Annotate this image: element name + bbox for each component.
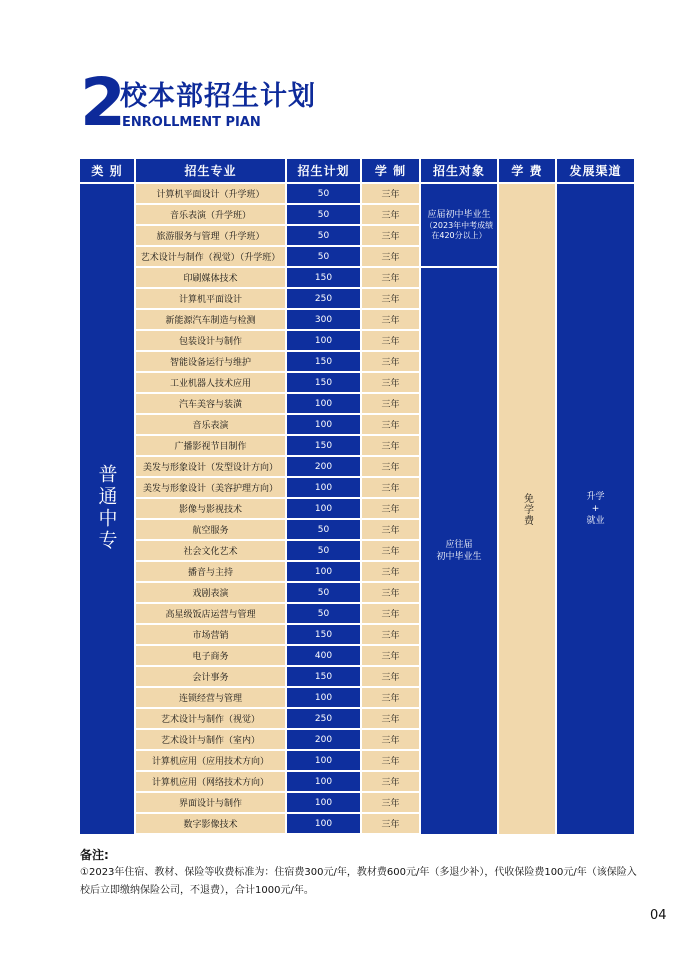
page-number: 04 [650,908,667,923]
duration-cell: 三年 [362,184,419,203]
enrollment-table [80,159,634,834]
table-row [80,688,634,709]
section-number: 2 [80,64,124,141]
major-cell: 戏剧表演 [136,583,285,602]
col-header-tuition: 学 费 [499,159,555,182]
plan-cell: 100 [287,772,360,791]
duration-cell: 三年 [362,205,419,224]
major-cell: 旅游服务与管理（升学班） [136,226,285,245]
major-cell: 艺术设计与制作（室内） [136,730,285,749]
major-cell: 播音与主持 [136,562,285,581]
table-row [80,268,634,289]
target-1-line3: 在420分以上） [431,231,487,240]
major-cell: 影像与影视技术 [136,499,285,518]
major-cell: 智能设备运行与维护 [136,352,285,371]
duration-cell: 三年 [362,499,419,518]
plan-cell: 100 [287,751,360,770]
duration-cell: 三年 [362,289,419,308]
table-row [80,247,634,268]
table-row [80,415,634,436]
table-row [80,352,634,373]
table-row [80,604,634,625]
table-row [80,226,634,247]
notes-text: ①2023年住宿、教材、保险等收费标准为：住宿费300元/年，教材费600元/年（多退少补），代收保险费100元/年（该保险入校后立即缴纳保险公司，不退费），合计1000元/年。 [80,867,637,896]
major-cell: 计算机平面设计（升学班） [136,184,285,203]
plan-cell: 50 [287,583,360,602]
duration-cell: 三年 [362,226,419,245]
duration-cell: 三年 [362,457,419,476]
table-row [80,562,634,583]
plan-cell: 50 [287,226,360,245]
target-1-line1: 应届初中毕业生 [427,210,491,220]
major-cell: 计算机平面设计 [136,289,285,308]
duration-cell: 三年 [362,436,419,455]
col-header-target: 招生对象 [421,159,497,182]
plan-cell: 50 [287,184,360,203]
major-cell: 音乐表演（升学班） [136,205,285,224]
target-2-line2: 初中毕业生 [436,552,482,562]
table-row [80,583,634,604]
tuition-label: 免学费 [521,492,533,526]
major-cell: 连锁经营与管理 [136,688,285,707]
table-row [80,205,634,226]
duration-cell: 三年 [362,688,419,707]
major-cell: 包装设计与制作 [136,331,285,350]
duration-cell: 三年 [362,268,419,287]
table-row [80,478,634,499]
table-row [80,625,634,646]
major-cell: 数字影像技术 [136,814,285,833]
section-title: 校本部招生计划 [120,81,316,112]
plan-cell: 100 [287,499,360,518]
plan-cell: 300 [287,310,360,329]
section-subtitle: ENROLLMENT PIAN [122,115,261,130]
major-cell: 电子商务 [136,646,285,665]
major-cell: 高星级饭店运营与管理 [136,604,285,623]
major-cell: 美发与形象设计（发型设计方向） [136,457,285,476]
major-cell: 社会文化艺术 [136,541,285,560]
plan-cell: 150 [287,625,360,644]
plan-cell: 150 [287,268,360,287]
major-cell: 印刷媒体技术 [136,268,285,287]
development-line1: 升学 [586,492,605,502]
major-cell: 广播影视节目制作 [136,436,285,455]
major-cell: 美发与形象设计（美容护理方向） [136,478,285,497]
plan-cell: 50 [287,604,360,623]
col-header-duration: 学 制 [362,159,419,182]
table-row [80,709,634,730]
table-row [80,184,634,205]
major-cell: 市场营销 [136,625,285,644]
table-row [80,751,634,772]
duration-cell: 三年 [362,646,419,665]
major-cell: 计算机应用（网络技术方向） [136,772,285,791]
plan-cell: 150 [287,373,360,392]
plan-cell: 150 [287,436,360,455]
table-row [80,373,634,394]
duration-cell: 三年 [362,625,419,644]
duration-cell: 三年 [362,751,419,770]
target-1-line2: （2023年中考成绩 [424,221,494,230]
table-row [80,541,634,562]
major-cell: 汽车美容与装潢 [136,394,285,413]
duration-cell: 三年 [362,352,419,371]
duration-cell: 三年 [362,604,419,623]
table-row [80,520,634,541]
table-row [80,646,634,667]
duration-cell: 三年 [362,772,419,791]
plan-cell: 250 [287,289,360,308]
table-row [80,289,634,310]
plan-cell: 50 [287,205,360,224]
plan-cell: 400 [287,646,360,665]
duration-cell: 三年 [362,247,419,266]
duration-cell: 三年 [362,310,419,329]
major-cell: 界面设计与制作 [136,793,285,812]
duration-cell: 三年 [362,478,419,497]
table-row [80,814,634,835]
plan-cell: 150 [287,667,360,686]
plan-cell: 100 [287,331,360,350]
plan-cell: 200 [287,457,360,476]
col-header-plan: 招生计划 [287,159,360,182]
duration-cell: 三年 [362,331,419,350]
category-label: 普通中专 [95,464,118,552]
notes-title: 备注: [80,848,109,862]
major-cell: 艺术设计与制作（视觉） [136,709,285,728]
duration-cell: 三年 [362,730,419,749]
duration-cell: 三年 [362,709,419,728]
development-line2: + [591,504,600,514]
plan-cell: 100 [287,562,360,581]
duration-cell: 三年 [362,415,419,434]
plan-cell: 50 [287,541,360,560]
duration-cell: 三年 [362,814,419,833]
col-header-development: 发展渠道 [557,159,634,182]
table-row [80,772,634,793]
table-row [80,499,634,520]
plan-cell: 100 [287,814,360,833]
major-cell: 计算机应用（应用技术方向） [136,751,285,770]
duration-cell: 三年 [362,394,419,413]
plan-cell: 150 [287,352,360,371]
plan-cell: 100 [287,793,360,812]
plan-cell: 200 [287,730,360,749]
major-cell: 会计事务 [136,667,285,686]
major-cell: 航空服务 [136,520,285,539]
plan-cell: 250 [287,709,360,728]
duration-cell: 三年 [362,520,419,539]
plan-cell: 100 [287,394,360,413]
duration-cell: 三年 [362,667,419,686]
target-2-line1: 应往届 [445,540,473,550]
plan-cell: 100 [287,688,360,707]
table-row [80,667,634,688]
plan-cell: 100 [287,478,360,497]
table-row [80,310,634,331]
plan-cell: 100 [287,415,360,434]
table-row [80,730,634,751]
duration-cell: 三年 [362,583,419,602]
major-cell: 工业机器人技术应用 [136,373,285,392]
duration-cell: 三年 [362,541,419,560]
major-cell: 艺术设计与制作（视觉）（升学班） [136,247,285,266]
plan-cell: 50 [287,520,360,539]
major-cell: 音乐表演 [136,415,285,434]
table-row [80,793,634,814]
table-row [80,436,634,457]
duration-cell: 三年 [362,793,419,812]
table-row [80,457,634,478]
col-header-category: 类 别 [80,159,134,182]
duration-cell: 三年 [362,562,419,581]
major-cell: 新能源汽车制造与检测 [136,310,285,329]
col-header-major: 招生专业 [136,159,285,182]
table-row [80,331,634,352]
plan-cell: 50 [287,247,360,266]
table-row [80,394,634,415]
development-line3: 就业 [586,516,605,526]
duration-cell: 三年 [362,373,419,392]
